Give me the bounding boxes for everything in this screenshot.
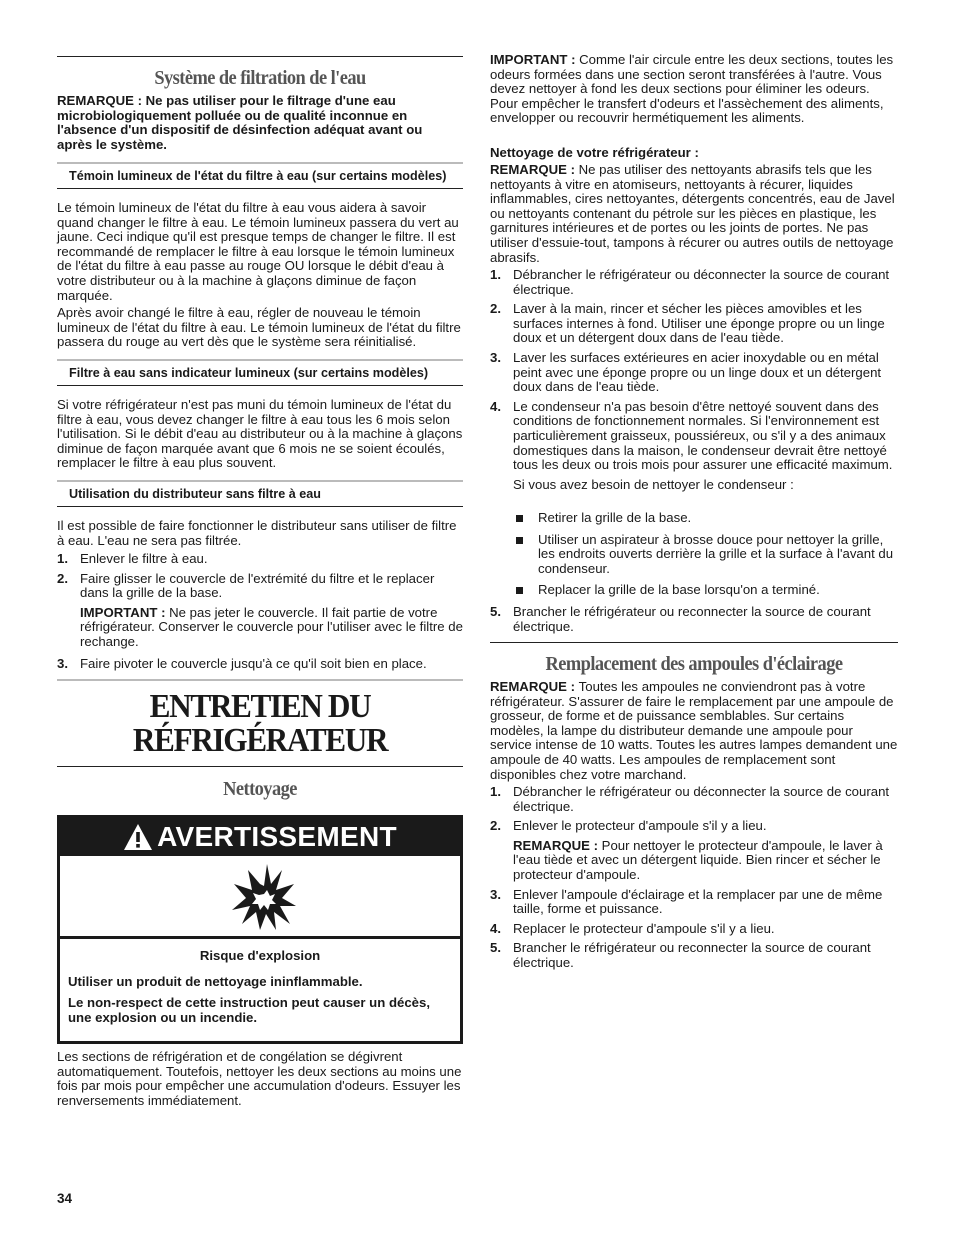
filtration-note: REMARQUE : Ne pas utiliser pour le filtrage d'une eau microbiologiquement polluée ou de qualité inconnue en l'absence d'un dispositif de désinfection adéquat avant ou après le système.	[57, 93, 423, 152]
list-item: 4. Le condenseur n'a pas besoin d'être nettoyé souvent dans des conditions de fonctionnement normales. Si l'environnement est particulièrement graisseux, poussiéreux, ou s'il y a des animaux domestiques dans la maison, le condenseur devrait être nettoyé tous les deux ou trois mois pour assurer une efficacité maximum. Si vous avez besoin de nettoyer le condenseur :	[490, 400, 898, 493]
without-filter-steps	[57, 552, 463, 671]
list-item: 2. Laver à la main, rincer et sécher les pièces amovibles et les surfaces internes à fond. Utiliser une éponge propre ou un linge doux et un détergent doux dans de l'eau tiède.	[490, 301, 885, 346]
without-filter-paragraph: Il est possible de faire fonctionner le distributeur sans utiliser de filtre à eau. L'eau ne sera pas filtrée.	[57, 518, 457, 548]
cleaning-title: Nettoyage	[223, 778, 297, 800]
list-item: 2. Faire glisser le couvercle de l'extrémité du filtre et le replacer dans la grille de la base. IMPORTANT : Ne pas jeter le couvercle. Il fait partie de votre réfrigérateur. Conserver le couvercle pour l'utiliser avec le filtre de rechange.	[57, 570, 463, 649]
without-filter-heading: Utilisation du distributeur sans filtre à eau	[57, 480, 463, 507]
warning-risk: Risque d'explosion	[199, 948, 321, 963]
important-note: IMPORTANT : Ne pas jeter le couvercle. Il fait partie de votre réfrigérateur. Conserver le couvercle pour l'utiliser avec le filtre de rechange.	[80, 604, 463, 649]
page-number: 34	[57, 1191, 73, 1206]
explosion-icon	[230, 862, 298, 932]
maintenance-title: ENTRETIEN DU RÉFRIGÉRATEUR	[132, 688, 388, 759]
warning-pictogram-area	[60, 856, 460, 939]
list-item: 2. Enlever le protecteur d'ampoule s'il y a lieu. REMARQUE : Pour nettoyer le protecteur d'ampoule, le laver à l'eau tiède et avec un détergent liquide. Bien rincer et sécher le protecteur d'ampoule.	[490, 819, 898, 882]
list-item: 5. Brancher le réfrigérateur ou reconnecter la source de courant électrique.	[490, 604, 871, 634]
condenser-intro: Si vous avez besoin de nettoyer le condenseur :	[513, 476, 794, 492]
list-item: 1. Enlever le filtre à eau.	[57, 551, 208, 566]
indicator-paragraph-1: Le témoin lumineux de l'état du filtre à eau vous aidera à savoir quand changer le filtre à eau. Le témoin lumineux passera du vert au jaune. Ceci indique qu'il est presque temps de changer le filtre. Il est recommandé de remplacer le filtre à eau lorsque le témoin lumineux de l'état du filtre à eau passe au rouge OU lorsque le débit d'eau à votre distributeur ou à la machine à glaçons diminue de façon marquée.	[57, 200, 459, 303]
closing-paragraph: Les sections de réfrigération et de congélation se dégivrent automatiquement. Toutefois, nettoyer les deux sections au moins une fois par mois pour empêcher une accumulation d'odeurs. Essuyer les renversements immédiatement.	[57, 1049, 462, 1108]
square-bullet-icon	[516, 587, 523, 594]
list-item: 4. Replacer le protecteur d'ampoule s'il y a lieu.	[490, 920, 775, 936]
list-item: Replacer la grille de la base lorsqu'on a terminé.	[490, 583, 898, 598]
list-item: Utiliser un aspirateur à brosse douce pour nettoyer la grille, les endroits ouverts derrière la grille et la surface à l'avant du condenseur.	[490, 533, 898, 577]
divider	[57, 56, 463, 57]
warning-triangle-icon	[123, 823, 153, 851]
warning-line-1: Utiliser un produit de nettoyage ininflammable.	[68, 973, 363, 989]
list-item: Retirer la grille de la base.	[490, 511, 898, 526]
divider	[57, 766, 463, 767]
list-item: 1. Débrancher le réfrigérateur ou déconnecter la source de courant électrique.	[490, 267, 890, 297]
bulbs-title: Remplacement des ampoules d'éclairage	[545, 653, 843, 675]
warning-box	[57, 815, 463, 1044]
divider	[57, 679, 463, 681]
bulbs-note: REMARQUE : Toutes les ampoules ne conviendront pas à votre réfrigérateur. S'assurer de faire le remplacement par une ampoule de grosseur, de forme et de puissance semblables. Sur certains modèles, la lampe du distributeur demande une ampoule pour service intense de 10 watts. Toutes les autres lampes demandent une ampoule de 40 watts. Les ampoules de remplacement sont disponibles chez votre marchand.	[490, 679, 898, 782]
condenser-bullets	[490, 511, 898, 598]
warning-header: AVERTISSEMENT	[60, 818, 460, 856]
warning-line-2: Le non-respect de cette instruction peut causer un décès, une explosion ou un incendie.	[68, 995, 431, 1025]
list-item: 5. Brancher le réfrigérateur ou reconnecter la source de courant électrique.	[490, 940, 871, 970]
bulbs-steps	[490, 785, 898, 971]
important-paragraph: IMPORTANT : Comme l'air circule entre les deux sections, toutes les odeurs formées dans une section seront transférées à l'autre. Vous devez nettoyer à fond les deux sections pour éliminer les odeurs. Pour empêcher le transfert d'odeurs et l'assèchement des aliments, envelopper ou recouvrir hermétiquement les aliments.	[490, 52, 894, 126]
no-indicator-heading: Filtre à eau sans indicateur lumineux (sur certains modèles)	[57, 359, 463, 386]
bulbs-sub-note: REMARQUE : Pour nettoyer le protecteur d'ampoule, le laver à l'eau tiède et avec un détergent liquide. Bien rincer et sécher le protecteur d'ampoule.	[513, 837, 883, 882]
no-indicator-paragraph: Si votre réfrigérateur n'est pas muni du témoin lumineux de l'état du filtre à eau, vous devez changer le filtre à eau tous les 6 mois selon l'utilisation. Si le débit d'eau au distributeur ou à la machine à glaçons diminue de façon marquée avant que 6 mois ne se soient écoulés, remplacer le filtre à eau plus souvent.	[57, 397, 463, 471]
indicator-paragraph-2: Après avoir changé le filtre à eau, régler de nouveau le témoin lumineux de l'état du filtre à eau. Le témoin lumineux de l'état du filtre passera du rouge au vert dès que le système sera réinitialisé.	[57, 305, 461, 350]
list-item: 1. Débrancher le réfrigérateur ou déconnecter la source de courant électrique.	[490, 784, 890, 814]
filtration-title: Système de filtration de l'eau	[154, 67, 366, 89]
clean-note: REMARQUE : Ne pas utiliser des nettoyants abrasifs tels que les nettoyants à vitre en atomiseurs, nettoyants à récurer, liquides inflammables, cires nettoyantes, détergents concentrés, eau de Javel ou nettoyants contenant du pétrole sur les pièces en plastique, les garnitures intérieures et de portes ou les joints de portes. Ne pas utiliser d'essuie-tout, tampons à récurer ou autres outils de nettoyage abrasifs.	[490, 162, 895, 265]
indicator-heading: Témoin lumineux de l'état du filtre à eau (sur certains modèles)	[57, 162, 463, 189]
square-bullet-icon	[516, 515, 523, 522]
divider	[490, 642, 898, 643]
list-item: 3. Laver les surfaces extérieures en acier inoxydable ou en métal peint avec une éponge propre ou un linge doux et un détergent doux dans de l'eau tiède.	[490, 349, 882, 395]
square-bullet-icon	[516, 537, 523, 544]
clean-steps-end	[490, 605, 898, 634]
clean-heading: Nettoyage de votre réfrigérateur :	[490, 145, 699, 160]
list-item: 3. Faire pivoter le couvercle jusqu'à ce qu'il soit bien en place.	[57, 655, 427, 671]
list-item: 3. Enlever l'ampoule d'éclairage et la remplacer par une de même taille, forme et puissance.	[490, 886, 883, 917]
clean-steps	[490, 268, 898, 492]
